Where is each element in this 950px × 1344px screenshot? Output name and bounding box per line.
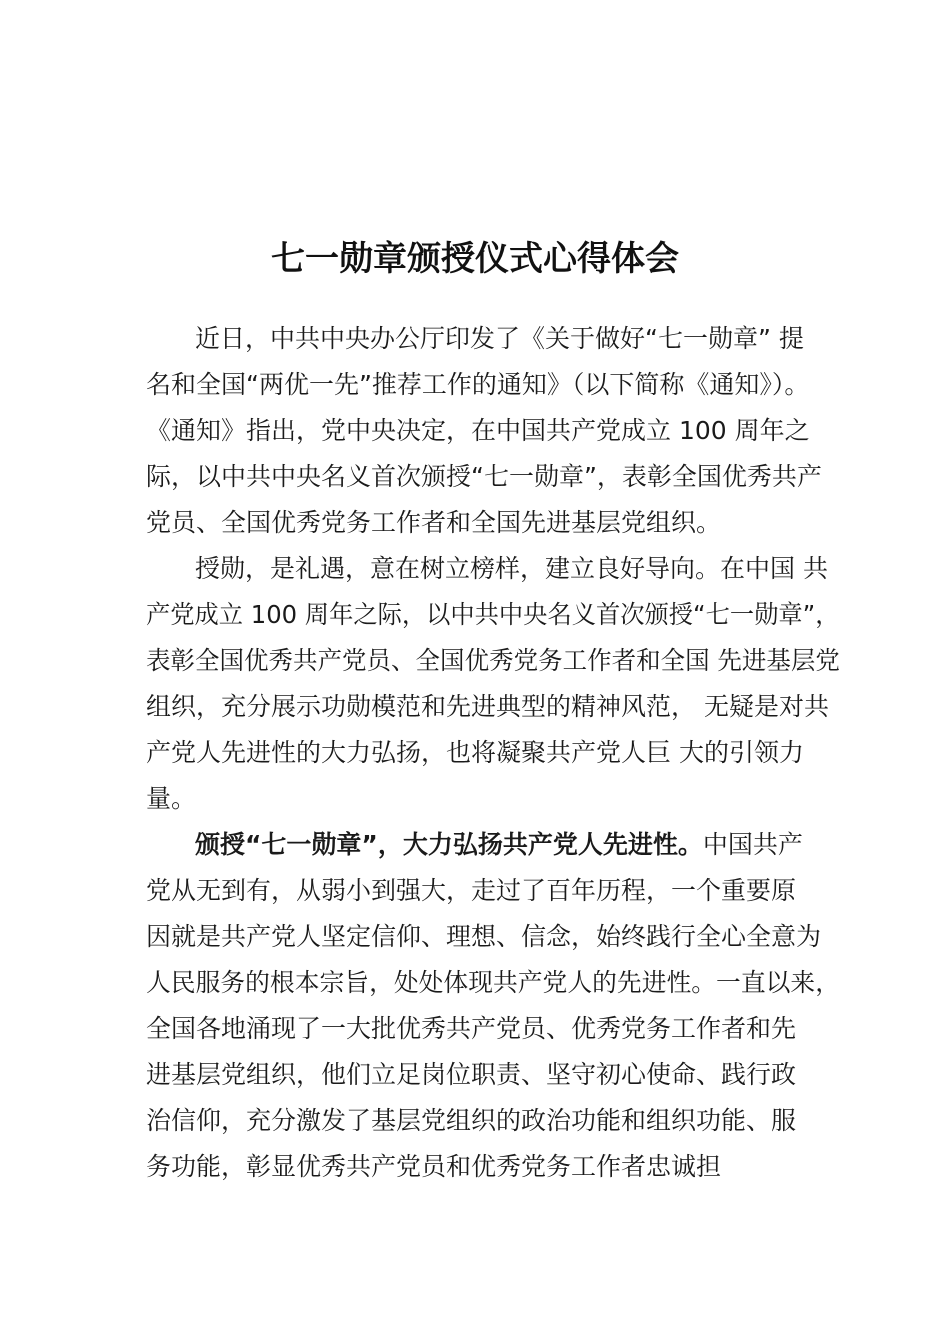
paragraph-3-line-1-rest: 中国共产 bbox=[702, 830, 803, 859]
paragraph-2-line-1: 授勋，是礼遇，意在树立榜样，建立良好导向。在中国 共 bbox=[195, 554, 828, 583]
paragraph-3-line-6: 进基层党组织，他们立足岗位职责、坚守初心使命、践行政 bbox=[146, 1060, 797, 1089]
paragraph-2-line-3: 表彰全国优秀共产党员、全国优秀党务工作者和全国 先进基层党 bbox=[146, 646, 840, 675]
paragraph-3-line-8: 务功能，彰显优秀共产党员和优秀党务工作者忠诚担 bbox=[146, 1152, 722, 1181]
paragraph-2-line-6: 量。 bbox=[146, 784, 197, 813]
paragraph-3-line-3: 因就是共产党人坚定信仰、理想、信念，始终践行全心全意为 bbox=[146, 922, 822, 951]
paragraph-3-heading: 颁授“七一勋章”，大力弘扬共产党人先进性。 bbox=[195, 830, 703, 859]
paragraph-3-line-5: 全国各地涌现了一大批优秀共产党员、优秀党务工作者和先 bbox=[146, 1014, 797, 1043]
paragraph-1-line-5: 党员、全国优秀党务工作者和全国先进基层党组织。 bbox=[146, 508, 722, 537]
document-title: 七一勋章颁授仪式心得体会 bbox=[271, 239, 679, 279]
paragraph-3-line-2: 党从无到有，从弱小到强大，走过了百年历程，一个重要原 bbox=[146, 876, 797, 905]
paragraph-1-line-2: 名和全国“两优一先”推荐工作的通知》（以下简称《通知》）。 bbox=[146, 370, 810, 399]
paragraph-3-line-1 bbox=[195, 829, 803, 861]
paragraph-2-line-4: 组织，充分展示功勋模范和先进典型的精神风范， 无疑是对共 bbox=[146, 692, 829, 721]
paragraph-2-line-2: 产党成立 100 周年之际，以中共中央名义首次颁授“七一勋章”， bbox=[146, 600, 840, 629]
paragraph-1-line-1: 近日，中共中央办公厅印发了《关于做好“七一勋章” 提 bbox=[195, 324, 804, 353]
paragraph-3-line-4: 人民服务的根本宗旨，处处体现共产党人的先进性。一直以来， bbox=[146, 968, 840, 997]
paragraph-3-line-7: 治信仰，充分激发了基层党组织的政治功能和组织功能、服 bbox=[146, 1106, 797, 1135]
paragraph-1-line-4: 际，以中共中央名义首次颁授“七一勋章”，表彰全国优秀共产 bbox=[146, 462, 822, 491]
paragraph-1-line-3: 《通知》指出，党中央决定，在中国共产党成立 100 周年之 bbox=[146, 416, 810, 445]
paragraph-2-line-5: 产党人先进性的大力弘扬，也将凝聚共产党人巨 大的引领力 bbox=[146, 738, 804, 767]
